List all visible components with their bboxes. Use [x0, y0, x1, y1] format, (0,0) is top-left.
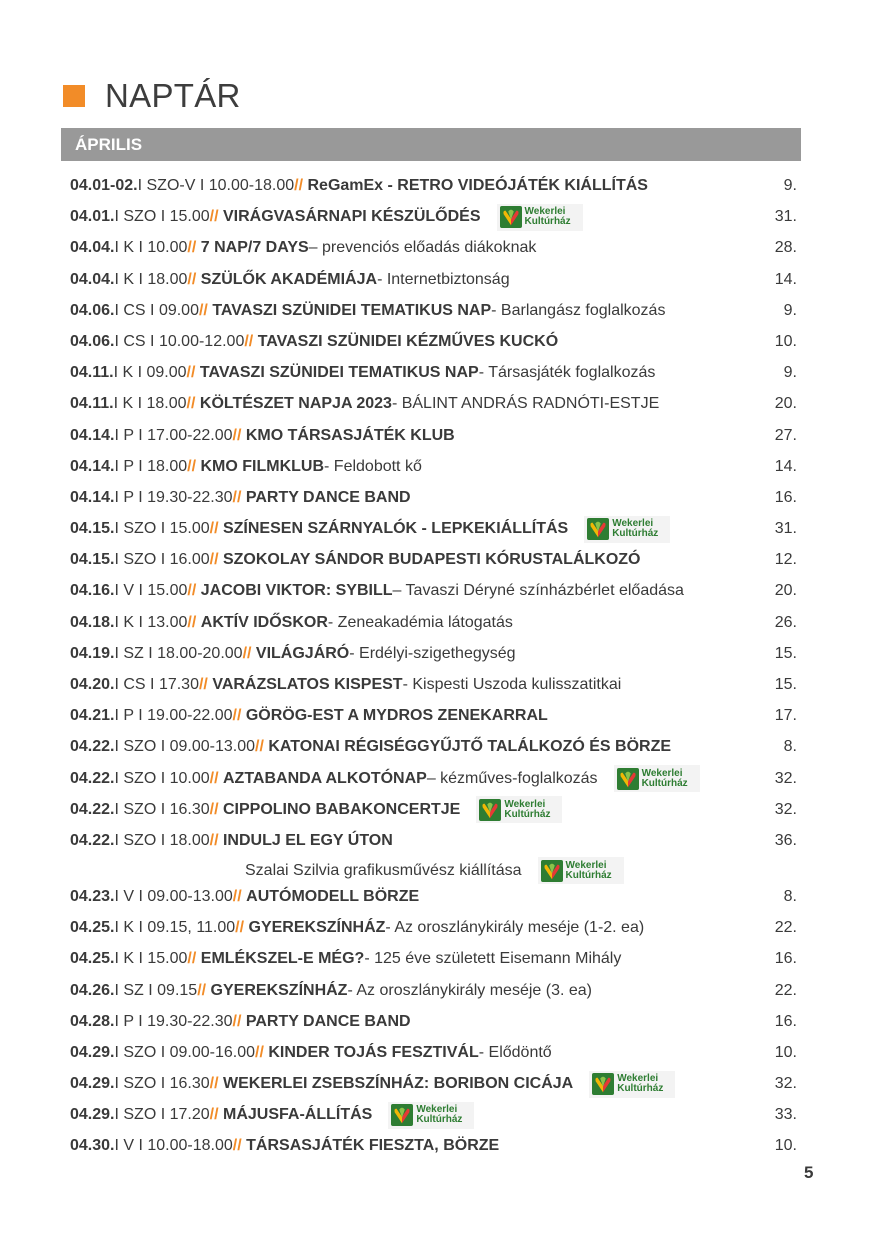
event-date: 04.16.: [70, 582, 115, 600]
leaf-logo-icon: [617, 768, 639, 790]
logo-text: Wekerlei Kultúrház: [641, 767, 688, 789]
event-subtitle: - Az oroszlánykirály meséje (1-2. ea): [385, 919, 645, 937]
event-day-time: I K I 18.00: [113, 395, 187, 413]
page-number: 5: [804, 1163, 814, 1182]
event-date: 04.06.: [70, 332, 115, 350]
event-row: [70, 639, 797, 670]
event-separator: //: [255, 738, 269, 756]
event-date: 04.28.: [70, 1012, 115, 1030]
event-day-time: I P I 19.30-22.30: [114, 1012, 233, 1030]
event-title: SZÍNESEN SZÁRNYALÓK - LEPKEKIÁLLÍTÁS: [222, 520, 569, 538]
event-date: 04.20.: [70, 676, 115, 693]
event-day-time: I SZO I 10.00: [114, 769, 210, 787]
event-separator: //: [186, 395, 200, 413]
event-page-ref: 32.: [774, 769, 797, 787]
event-subtitle: – kézműves-foglalkozás: [426, 769, 598, 787]
event-separator: //: [186, 364, 200, 382]
event-page-ref: 14.: [774, 270, 797, 288]
event-subtitle: - Kispesti Uszoda kulisszatitkai: [402, 676, 622, 693]
event-title: VARÁZSLATOS KISPEST: [212, 676, 403, 693]
event-title: SZÜLŐK AKADÉMIÁJA: [200, 270, 378, 288]
event-separator: //: [209, 520, 223, 538]
event-line: [70, 576, 684, 606]
event-date: 04.14.: [70, 426, 115, 444]
event-day-time: I V I 10.00-18.00: [114, 1137, 233, 1155]
event-row: [70, 296, 797, 327]
event-title: WEKERLEI ZSEBSZÍNHÁZ: BORIBON CICÁJA: [222, 1075, 574, 1093]
event-page-ref: 9.: [783, 301, 797, 319]
event-subtitle: - Barlangász foglalkozás: [491, 301, 666, 319]
event-day-time: I P I 18.00: [114, 457, 188, 475]
event-separator: //: [294, 177, 308, 194]
event-page-ref: 14.: [774, 457, 797, 475]
event-title: INDULJ EL EGY ÚTON: [222, 831, 393, 849]
event-day-time: I SZO I 09.00-16.00: [114, 1043, 256, 1061]
event-day-time: I SZO-V I 10.00-18.00: [137, 177, 295, 194]
event-row: [70, 1069, 797, 1100]
event-title: AKTÍV IDŐSKOR: [200, 613, 328, 631]
event-subtitle: - BÁLINT ANDRÁS RADNÓTI-ESTJE: [391, 395, 660, 413]
event-date: 04.22.: [70, 738, 115, 756]
event-page-ref: 12.: [774, 551, 797, 569]
event-separator: //: [209, 800, 223, 818]
event-title: TAVASZI SZÜNIDEI TEMATIKUS NAP: [212, 301, 492, 319]
event-date: 04.14.: [70, 457, 115, 475]
event-page-ref: 31.: [774, 520, 797, 538]
event-page-ref: 26.: [774, 613, 797, 631]
event-row: [70, 265, 797, 296]
event-line: [70, 202, 583, 232]
leaf-logo-icon: [391, 1104, 413, 1126]
event-separator: //: [197, 981, 211, 999]
event-page-ref: 10.: [774, 1043, 797, 1061]
event-date: 04.22.: [70, 831, 115, 849]
event-page-ref: 9.: [783, 177, 797, 194]
event-line: [70, 389, 659, 419]
event-day-time: I SZO I 17.20: [114, 1106, 210, 1124]
event-line: [70, 1007, 411, 1037]
event-title: VILÁGJÁRÓ: [255, 644, 350, 662]
event-date: 04.29.: [70, 1075, 115, 1093]
event-separator: //: [187, 582, 201, 600]
page-title: NAPTÁR: [105, 77, 241, 114]
event-page-ref: 22.: [774, 981, 797, 999]
event-title: CIPPOLINO BABAKONCERTJE: [222, 800, 461, 818]
wekerlei-kulturhaz-logo: [476, 796, 562, 823]
event-date: 04.01.: [70, 208, 115, 226]
event-line: [70, 452, 422, 482]
event-line: [70, 732, 671, 762]
logo-text: Wekerlei Kultúrház: [565, 859, 612, 881]
event-title: TÁRSASJÁTÉK FIESZTA, BÖRZE: [246, 1137, 500, 1155]
event-line: [70, 1100, 474, 1130]
event-separator: //: [209, 769, 223, 787]
event-subtitle: - Az oroszlánykirály meséje (3. ea): [347, 981, 592, 999]
event-row: [70, 452, 797, 483]
event-separator: //: [232, 1137, 247, 1155]
event-title: MÁJUSFA-ÁLLÍTÁS: [222, 1106, 373, 1124]
event-title: AUTÓMODELL BÖRZE: [246, 887, 420, 905]
event-title: KMO TÁRSASJÁTÉK KLUB: [245, 426, 455, 444]
event-row: [70, 826, 797, 882]
event-page-ref: 33.: [774, 1106, 797, 1124]
event-title: PARTY DANCE BAND: [245, 1012, 411, 1030]
event-day-time: I K I 09.15, 11.00: [114, 919, 236, 937]
event-title: KATONAI RÉGISÉGGYŰJTŐ TALÁLKOZÓ ÉS BÖRZE: [268, 738, 672, 756]
event-page-ref: 15.: [774, 644, 797, 662]
leaf-logo-icon: [479, 799, 501, 821]
event-row: [70, 913, 797, 944]
event-title: TAVASZI SZÜNIDEI TEMATIKUS NAP: [199, 364, 479, 382]
leaf-logo-icon: [587, 518, 609, 540]
event-row: [70, 1100, 797, 1131]
event-title: GYEREKSZÍNHÁZ: [248, 919, 386, 937]
event-row: [70, 202, 797, 233]
event-row: [70, 483, 797, 514]
event-date: 04.30.: [70, 1137, 115, 1155]
event-title: SZOKOLAY SÁNDOR BUDAPESTI KÓRUSTALÁLKOZÓ: [222, 551, 641, 569]
event-line: [70, 826, 393, 856]
event-day-time: I K I 18.00: [114, 270, 188, 288]
event-date: 04.26.: [70, 981, 115, 999]
event-second-line: [245, 858, 624, 884]
event-page-ref: 32.: [774, 1075, 797, 1093]
event-separator: //: [244, 332, 258, 350]
event-separator: //: [209, 1075, 223, 1093]
event-row: [70, 576, 797, 607]
event-line: [70, 944, 621, 974]
event-line: [70, 1069, 675, 1099]
event-subtitle-line2: Szalai Szilvia grafikusművész kiállítása: [245, 861, 522, 879]
logo-text: Wekerlei Kultúrház: [504, 798, 551, 820]
event-page-ref: 27.: [774, 426, 797, 444]
event-separator: //: [187, 613, 201, 631]
event-line: [70, 976, 592, 1006]
event-date: 04.18.: [70, 613, 115, 631]
event-date: 04.04.: [70, 270, 115, 288]
event-separator: //: [187, 457, 201, 475]
event-separator: //: [198, 676, 213, 693]
event-day-time: I V I 15.00: [114, 582, 188, 600]
title-square-icon: [63, 85, 85, 107]
event-page-ref: 16.: [774, 488, 797, 506]
event-date: 04.25.: [70, 919, 115, 937]
event-row: [70, 358, 797, 389]
wekerlei-kulturhaz-logo: [497, 204, 583, 231]
event-separator: //: [232, 1012, 246, 1030]
event-date: 04.06.: [70, 301, 115, 319]
event-row: [70, 171, 797, 202]
event-day-time: I SZO I 15.00: [114, 520, 210, 538]
event-line: [70, 670, 621, 700]
event-day-time: I SZO I 09.00-13.00: [114, 738, 256, 756]
event-day-time: I CS I 10.00-12.00: [114, 332, 245, 350]
event-day-time: I SZO I 16.30: [114, 1075, 210, 1093]
event-line: [70, 795, 562, 825]
event-line: [70, 296, 665, 326]
event-line: [70, 265, 510, 295]
event-title: PARTY DANCE BAND: [245, 488, 411, 506]
event-row: [70, 795, 797, 826]
event-title: TAVASZI SZÜNIDEI KÉZMŰVES KUCKÓ: [257, 332, 559, 350]
event-day-time: I K I 15.00: [114, 950, 188, 968]
event-page-ref: 16.: [774, 950, 797, 968]
event-date: 04.25.: [70, 950, 115, 968]
event-line: [70, 514, 670, 544]
month-header: ÁPRILIS: [61, 128, 801, 161]
event-title: VIRÁGVASÁRNAPI KÉSZÜLŐDÉS: [222, 208, 481, 226]
event-date: 04.04.: [70, 239, 115, 257]
wekerlei-kulturhaz-logo: [584, 516, 670, 543]
event-page-ref: 28.: [774, 239, 797, 257]
event-title: KMO FILMKLUB: [200, 457, 325, 475]
event-title: JACOBI VIKTOR: SYBILL: [200, 582, 393, 600]
event-day-time: I SZO I 15.00: [114, 208, 210, 226]
wekerlei-kulturhaz-logo: [614, 765, 700, 792]
wekerlei-kulturhaz-logo: [589, 1071, 675, 1098]
event-page-ref: 16.: [774, 1012, 797, 1030]
event-day-time: I SZO I 16.30: [114, 800, 210, 818]
event-date: 04.11.: [70, 364, 114, 382]
event-page-ref: 10.: [774, 1137, 797, 1155]
event-day-time: I P I 17.00-22.00: [114, 426, 233, 444]
event-page-ref: 8.: [783, 738, 797, 756]
event-separator: //: [209, 1106, 223, 1124]
event-separator: //: [187, 239, 201, 257]
event-title: KINDER TOJÁS FESZTIVÁL: [268, 1043, 479, 1061]
leaf-logo-icon: [500, 206, 522, 228]
event-line: [70, 171, 648, 201]
event-row: [70, 701, 797, 732]
event-date: 04.21.: [70, 707, 115, 725]
event-row: [70, 233, 797, 264]
event-subtitle: – Tavaszi Déryné színházbérlet előadása: [392, 582, 684, 600]
event-line: [70, 764, 700, 794]
event-date: 04.15.: [70, 551, 115, 569]
event-separator: //: [209, 208, 223, 226]
event-row: [70, 545, 797, 576]
event-subtitle: - 125 éve született Eisemann Mihály: [364, 950, 622, 968]
event-day-time: I P I 19.00-22.00: [114, 707, 233, 725]
event-separator: //: [198, 301, 213, 319]
event-list: [70, 171, 797, 1163]
event-day-time: I CS I 17.30: [114, 676, 199, 693]
event-separator: //: [232, 887, 247, 905]
event-separator: //: [232, 488, 246, 506]
event-title: GYEREKSZÍNHÁZ: [210, 981, 348, 999]
event-row: [70, 514, 797, 545]
event-page-ref: 36.: [774, 831, 797, 849]
event-line: [70, 545, 640, 575]
event-page-ref: 32.: [774, 800, 797, 818]
event-date: 04.15.: [70, 520, 115, 538]
event-line: [70, 358, 655, 388]
event-separator: //: [209, 551, 223, 569]
event-row: [70, 327, 797, 358]
event-date: 04.19.: [70, 644, 115, 662]
event-line: [70, 1038, 552, 1068]
event-date: 04.01-02.: [70, 177, 138, 194]
leaf-logo-icon: [541, 860, 563, 882]
event-page-ref: 20.: [774, 582, 797, 600]
event-subtitle: - Elődöntő: [478, 1043, 552, 1061]
event-separator: //: [235, 919, 249, 937]
event-day-time: I SZO I 18.00: [114, 831, 210, 849]
event-page-ref: 22.: [774, 919, 797, 937]
event-separator: //: [209, 831, 223, 849]
event-row: [70, 421, 797, 452]
event-line: [70, 1131, 499, 1161]
event-day-time: I SZ I 09.15: [114, 981, 198, 999]
event-separator: //: [242, 644, 256, 662]
event-day-time: I K I 13.00: [114, 613, 188, 631]
event-row: [70, 1131, 797, 1162]
event-separator: //: [232, 707, 246, 725]
event-day-time: I CS I 09.00: [114, 301, 199, 319]
event-page-ref: 20.: [774, 395, 797, 413]
event-date: 04.22.: [70, 800, 115, 818]
logo-text: Wekerlei Kultúrház: [617, 1073, 664, 1095]
event-line: [70, 608, 513, 638]
event-separator: //: [187, 950, 201, 968]
event-row: [70, 1007, 797, 1038]
event-line: [70, 327, 558, 357]
event-date: 04.23.: [70, 887, 115, 905]
event-row: [70, 732, 797, 763]
event-page-ref: 17.: [774, 707, 797, 725]
event-line: [70, 483, 411, 513]
event-separator: //: [187, 270, 201, 288]
event-page-ref: 9.: [783, 364, 797, 382]
event-row: [70, 389, 797, 420]
event-line: [70, 233, 536, 263]
event-page-ref: 10.: [774, 332, 797, 350]
event-title: AZTABANDA ALKOTÓNAP: [222, 769, 427, 787]
event-line: [70, 421, 455, 451]
event-page-ref: 15.: [774, 676, 797, 693]
event-row: [70, 1038, 797, 1069]
event-row: [70, 670, 797, 701]
page-heading: [63, 76, 241, 116]
event-date: 04.14.: [70, 488, 115, 506]
event-day-time: I SZO I 16.00: [114, 551, 210, 569]
event-date: 04.29.: [70, 1106, 115, 1124]
event-row: [70, 944, 797, 975]
logo-text: Wekerlei Kultúrház: [612, 518, 659, 540]
event-row: [70, 764, 797, 795]
event-row: [70, 882, 797, 913]
event-subtitle: - Internetbiztonság: [377, 270, 510, 288]
event-line: [70, 882, 419, 912]
event-subtitle: – prevenciós előadás diákoknak: [308, 239, 537, 257]
wekerlei-kulturhaz-logo: [388, 1102, 474, 1129]
event-row: [70, 976, 797, 1007]
wekerlei-kulturhaz-logo: [538, 857, 624, 884]
event-title: ReGamEx - RETRO VIDEÓJÁTÉK KIÁLLÍTÁS: [307, 177, 648, 194]
leaf-logo-icon: [592, 1073, 614, 1095]
event-page-ref: 8.: [783, 887, 797, 905]
event-title: KÖLTÉSZET NAPJA 2023: [199, 395, 392, 413]
event-line: [70, 701, 548, 731]
event-day-time: I P I 19.30-22.30: [114, 488, 233, 506]
event-subtitle: - Zeneakadémia látogatás: [327, 613, 513, 631]
event-date: 04.22.: [70, 769, 115, 787]
event-day-time: I K I 09.00: [113, 364, 187, 382]
event-subtitle: - Erdélyi-szigethegység: [349, 644, 516, 662]
event-title: GÖRÖG-EST A MYDROS ZENEKARRAL: [245, 707, 548, 725]
event-day-time: I SZ I 18.00-20.00: [114, 644, 243, 662]
event-line: [70, 639, 516, 669]
event-title: 7 NAP/7 DAYS: [200, 239, 309, 257]
event-title: EMLÉKSZEL-E MÉG?: [200, 950, 365, 968]
event-date: 04.29.: [70, 1043, 115, 1061]
event-day-time: I K I 10.00: [114, 239, 188, 257]
event-separator: //: [255, 1043, 269, 1061]
event-subtitle: - Feldobott kő: [324, 457, 422, 475]
event-subtitle: - Társasjáték foglalkozás: [478, 364, 656, 382]
event-separator: //: [232, 426, 246, 444]
event-row: [70, 608, 797, 639]
event-date: 04.11.: [70, 395, 114, 413]
logo-text: Wekerlei Kultúrház: [524, 206, 571, 228]
event-line: [70, 913, 644, 943]
logo-text: Wekerlei Kultúrház: [416, 1104, 463, 1126]
event-page-ref: 31.: [774, 208, 797, 226]
event-day-time: I V I 09.00-13.00: [114, 887, 233, 905]
